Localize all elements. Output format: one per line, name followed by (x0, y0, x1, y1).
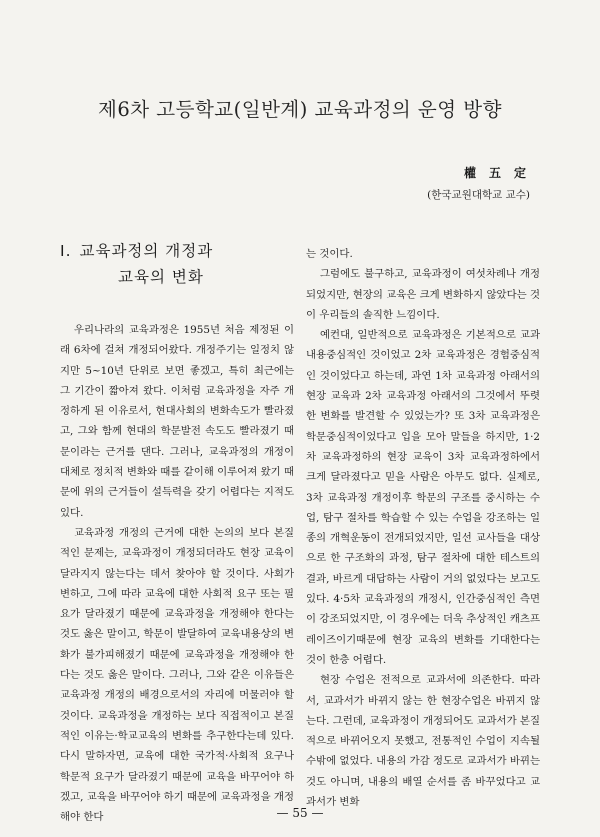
paragraph: 예컨대, 일반적으로 교육과정은 기본적으로 교과내용중심적인 것이었고 2차 교육과정은 경험중심적인 것이었다고 하는데, 과연 1차 교육과정 아래서의 현장 교육과 2차 교육과정 아래서의 그것에서 뚜렷한 변화를 발견할 수 있었는가? 또 3차 교육과정은 학문중심적이었다고 입을 모아 말들을 하지만, 1·2차 교육과정하의 현장 교육이 3차 교육과정하에서 크게 달라졌다고 믿을 사람은 아무도 없다. 실제로, 3차 교육과정 개정이후 학문의 구조를 중시하는 수업, 탐구 절차를 학습할 수 있는 수업을 강조하는 일종의 개혁운동이 전개되었지만, 일선 교사들을 대상으로 한 구조화의 과정, 탐구 절차에 대한 테스트의 결과, 바르게 대답하는 사람이 거의 없었다는 보고도 있다. 4·5차 교육과정의 개정시, 인간중심적인 측면이 강조되었지만, 이 경우에는 더욱 추상적인 캐츠프레이즈이기때문에 현장 교육의 변화를 기대한다는 것이 한층 어렵다. (306, 329, 540, 666)
section-heading-line2: 교육의 변화 (118, 268, 204, 286)
author-block (350, 164, 539, 202)
author-affiliation: (한국교원대학교 교수) (427, 189, 530, 201)
section-number: Ⅰ. (60, 242, 72, 260)
paragraph: 교육과정 개정의 근거에 대한 논의의 보다 본질적인 문제는, 교육과정이 개정되더라도 현장 교육이 달라지지 않는다는 데서 찾아야 할 것이다. 사회가 변하고, 그에 따라 교육에 대한 사회적 요구 또는 필요가 달라졌기 때문에 교육과정을 개정해야 한다는 것도 옳은 말이고, 학문이 발달하여 교육내용상의 변화가 불가피해졌기 때문에 교육과정을 개정해야 한다는 것도 옳은 말이다. 그러나, 그와 같은 이유들은 교육과정 개정의 배경으로서의 자리에 머물러야 할 것이다. 교육과정을 개정하는 보다 직접적이고 본질적인 이유는·학교교육의 변화를 추구한다는데 있다. 다시 말하자면, 교육에 대한 국가적·사회적 요구나 학문적 요구가 달라졌기 때문에 교육을 바꾸어야 하겠고, 교육을 바꾸어야 하기 때문에 교육과정을 개정해야 한다 (60, 526, 294, 824)
author-name: 權五定 (463, 166, 539, 180)
article-title: 제6차 고등학교(일반계) 교육과정의 운영 방향 (98, 98, 502, 121)
page-number: — 55 — (276, 806, 324, 820)
section-heading-line1: 교육과정의 개정과 (79, 242, 214, 260)
section-heading (60, 238, 294, 290)
left-column (60, 238, 294, 827)
paragraph: 그럼에도 불구하고, 교육과정이 여섯차례나 개정되었지만, 현장의 교육은 크게 변화하지 않았다는 것이 우리들의 솔직한 느낌이다. (306, 268, 540, 321)
right-column (306, 244, 540, 812)
paragraph: 현장 수업은 전적으로 교과서에 의존한다. 따라서, 교과서가 바뀌지 않는 한 현장수업은 바뀌지 않는다. 그런데, 교육과정이 개정되어도 교과서가 본질적으로 바뀌어오지 못했고, 전통적인 수업이 지속될 수밖에 없었다. 내용의 가감 정도로 교과서가 바뀌는 것도 아니며, 내용의 배열 순서를 좀 바꾸었다고 교과서가 변화 (306, 674, 540, 809)
paragraph: 는 것이다. (306, 248, 353, 260)
paragraph: 우리나라의 교육과정은 1955년 처음 제정된 이래 6차에 걸쳐 개정되어왔다. 개정주기는 일정치 않지만 5~10년 단위로 보면 좋겠고, 특히 최근에는 그 기간이 짧아져 왔다. 이처럼 교육과정을 자주 개정하게 된 이유로서, 현대사회의 변화속도가 빨라졌고, 그와 함께 현대의 학문발전 속도도 빨라졌기 때문이라는 근거를 댄다. 그러나, 교육과정의 개정이 대체로 정치적 변화와 때를 같이해 이루어져 왔기 때문에 위의 근거들이 설득력을 갖기 어렵다는 지적도 있다. (60, 324, 294, 519)
